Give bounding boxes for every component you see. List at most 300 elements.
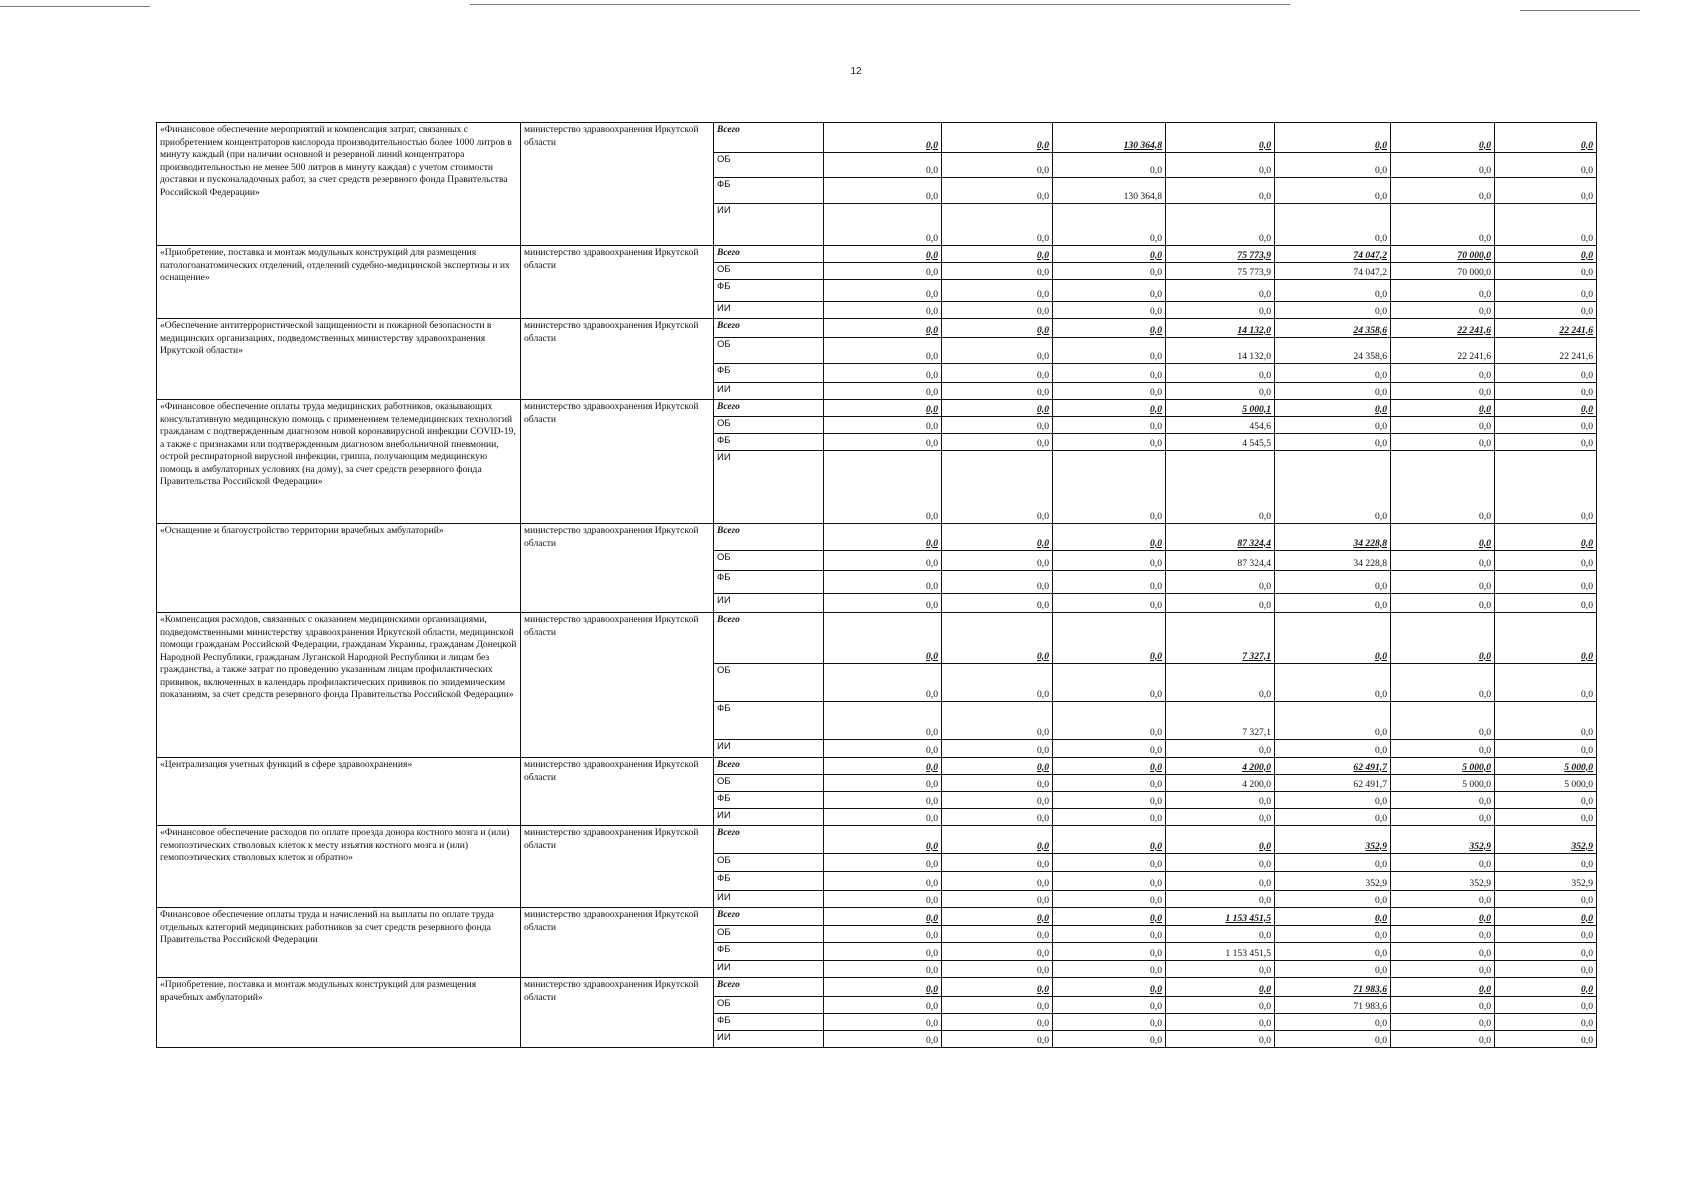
amount-cell: 0,0 [1053,302,1166,319]
amount-cell: 0,0 [1166,594,1275,613]
amount-cell: 0,0 [1053,364,1166,383]
amount-cell: 0,0 [1275,1014,1391,1031]
amount-cell: 0,0 [1275,613,1391,664]
amount-cell: 0,0 [1495,1014,1597,1031]
amount-cell: 130 364,8 [1053,123,1166,153]
amount-cell: 0,0 [1391,740,1495,758]
amount-cell: 0,0 [1166,383,1275,400]
amount-cell: 352,9 [1495,872,1597,891]
measure-description: «Финансовое обеспечение оплаты труда медицинских работников, оказывающих консультативную медицинскую помощь с применением телемедицинских технологий гражданам с подтвержденным диагнозом новой коронавирусной инфекции COVID-19, а также с признаками или подтвержденным диагнозом внебольничной пневмонии, острой респираторной вирусной инфекции, гриппа, получающим медицинскую помощь в амбулаторных условиях (на дому), за счет средств резервного фонда Правительства Российской Федерации» [157,400,521,524]
amount-cell: 0,0 [824,204,942,246]
amount-cell: 0,0 [1391,302,1495,319]
amount-cell: 0,0 [942,451,1053,524]
amount-cell: 0,0 [1495,978,1597,997]
amount-cell: 0,0 [1391,451,1495,524]
amount-cell: 0,0 [824,400,942,417]
amount-cell: 0,0 [1495,551,1597,571]
amount-cell: 0,0 [1391,997,1495,1014]
amount-cell: 0,0 [1166,123,1275,153]
amount-cell: 0,0 [942,926,1053,943]
funding-source-label: ОБ [714,664,824,702]
amount-cell: 0,0 [1275,908,1391,926]
amount-cell: 0,0 [1275,571,1391,594]
amount-cell: 34 228,8 [1275,524,1391,551]
amount-cell: 0,0 [1166,302,1275,319]
amount-cell: 0,0 [1053,758,1166,775]
amount-cell: 0,0 [1391,1031,1495,1048]
amount-cell: 75 773,9 [1166,246,1275,263]
amount-cell: 62 491,7 [1275,758,1391,775]
responsible-executor: министерство здравоохранения Иркутской области [521,400,714,524]
funding-source-label: Всего [714,908,824,926]
amount-cell: 24 358,6 [1275,338,1391,364]
amount-cell: 0,0 [1495,997,1597,1014]
amount-cell: 0,0 [1495,740,1597,758]
funding-source-label: ФБ [714,943,824,961]
amount-cell: 0,0 [824,1014,942,1031]
amount-cell: 70 000,0 [1391,246,1495,263]
amount-cell: 0,0 [1495,926,1597,943]
amount-cell: 0,0 [824,263,942,280]
funding-source-label: ИИ [714,594,824,613]
amount-cell: 0,0 [942,854,1053,872]
amount-cell: 0,0 [1495,664,1597,702]
amount-cell: 0,0 [1275,943,1391,961]
funding-source-label: ОБ [714,417,824,434]
amount-cell: 87 324,4 [1166,551,1275,571]
funding-source-label: ИИ [714,961,824,978]
amount-cell: 0,0 [942,400,1053,417]
amount-cell: 0,0 [1391,280,1495,302]
amount-cell: 0,0 [824,758,942,775]
amount-cell: 0,0 [942,123,1053,153]
amount-cell: 0,0 [1053,664,1166,702]
amount-cell: 0,0 [1275,961,1391,978]
funding-source-label: Всего [714,524,824,551]
amount-cell: 0,0 [824,792,942,809]
amount-cell: 0,0 [1275,1031,1391,1048]
measure-description: Финансовое обеспечение оплаты труда и начислений на выплаты по оплате труда отдельных категорий медицинских работников за счет средств резервного фонда Правительства Российской Федерации [157,908,521,978]
table-row [157,400,1597,417]
amount-cell: 0,0 [1053,338,1166,364]
amount-cell: 0,0 [1275,891,1391,908]
amount-cell: 0,0 [1495,524,1597,551]
amount-cell: 5 000,1 [1166,400,1275,417]
funding-source-label: ОБ [714,997,824,1014]
funding-source-label: ФБ [714,280,824,302]
amount-cell: 0,0 [824,434,942,451]
amount-cell: 0,0 [824,978,942,997]
page-number: 12 [850,66,862,77]
amount-cell: 0,0 [1495,364,1597,383]
amount-cell: 4 200,0 [1166,775,1275,792]
amount-cell: 0,0 [1391,926,1495,943]
measure-description: «Компенсация расходов, связанных с оказанием медицинскими организациями, подведомственными министерству здравоохранения Иркутской области, медицинской помощи гражданам Российской Федерации, гражданам Украины, гражданам Донецкой Народной Республики, гражданам Луганской Народной Республики и лицам без гражданства, а также затрат по проведению указанным лицам профилактических прививок, включенных в календарь профилактических прививок по эпидемическим показаниям, за счет средств резервного фонда Правительства Российской Федерации» [157,613,521,758]
funding-source-label: ИИ [714,740,824,758]
amount-cell: 0,0 [1275,434,1391,451]
amount-cell: 0,0 [824,571,942,594]
funding-source-label: ФБ [714,792,824,809]
amount-cell: 0,0 [1053,702,1166,740]
amount-cell: 0,0 [824,854,942,872]
amount-cell: 0,0 [942,204,1053,246]
amount-cell: 0,0 [824,826,942,854]
amount-cell: 0,0 [1275,664,1391,702]
amount-cell: 0,0 [1391,434,1495,451]
amount-cell: 0,0 [942,383,1053,400]
amount-cell: 0,0 [1391,961,1495,978]
amount-cell: 0,0 [1391,594,1495,613]
amount-cell: 0,0 [942,702,1053,740]
amount-cell: 5 000,0 [1495,775,1597,792]
funding-source-label: Всего [714,613,824,664]
amount-cell: 0,0 [1275,854,1391,872]
amount-cell: 0,0 [942,571,1053,594]
amount-cell: 7 327,1 [1166,702,1275,740]
amount-cell: 0,0 [1166,872,1275,891]
measure-description: «Приобретение, поставка и монтаж модульных конструкций для размещения врачебных амбулаторий» [157,978,521,1048]
amount-cell: 130 364,8 [1053,178,1166,204]
amount-cell: 0,0 [1053,872,1166,891]
amount-cell: 0,0 [1053,319,1166,338]
amount-cell: 0,0 [1053,926,1166,943]
amount-cell: 0,0 [1275,417,1391,434]
amount-cell: 0,0 [1166,571,1275,594]
amount-cell: 34 228,8 [1275,551,1391,571]
amount-cell: 22 241,6 [1391,338,1495,364]
amount-cell: 0,0 [1166,978,1275,997]
responsible-executor: министерство здравоохранения Иркутской области [521,246,714,319]
amount-cell: 0,0 [1495,400,1597,417]
amount-cell: 0,0 [824,702,942,740]
responsible-executor: министерство здравоохранения Иркутской области [521,978,714,1048]
amount-cell: 0,0 [1391,178,1495,204]
amount-cell: 0,0 [1391,702,1495,740]
amount-cell: 87 324,4 [1166,524,1275,551]
amount-cell: 352,9 [1275,826,1391,854]
amount-cell: 0,0 [1053,854,1166,872]
amount-cell: 0,0 [942,943,1053,961]
amount-cell: 0,0 [1275,123,1391,153]
amount-cell: 0,0 [1053,417,1166,434]
amount-cell: 0,0 [1391,664,1495,702]
amount-cell: 0,0 [1166,926,1275,943]
amount-cell: 0,0 [824,594,942,613]
funding-source-label: Всего [714,246,824,263]
amount-cell: 0,0 [1166,280,1275,302]
table-row [157,826,1597,854]
funding-source-label: ФБ [714,1014,824,1031]
amount-cell: 0,0 [1166,809,1275,826]
amount-cell: 0,0 [1275,400,1391,417]
amount-cell: 0,0 [1495,571,1597,594]
amount-cell: 0,0 [824,280,942,302]
amount-cell: 0,0 [1053,943,1166,961]
funding-source-label: ФБ [714,571,824,594]
amount-cell: 0,0 [942,792,1053,809]
amount-cell: 0,0 [824,319,942,338]
budget-table [156,122,1597,1048]
amount-cell: 0,0 [1495,280,1597,302]
amount-cell: 0,0 [1275,204,1391,246]
amount-cell: 0,0 [1275,153,1391,178]
funding-source-label: Всего [714,400,824,417]
amount-cell: 0,0 [1053,551,1166,571]
scan-line [1520,10,1640,11]
amount-cell: 0,0 [942,178,1053,204]
responsible-executor: министерство здравоохранения Иркутской области [521,826,714,908]
amount-cell: 0,0 [942,263,1053,280]
amount-cell: 0,0 [1053,383,1166,400]
responsible-executor: министерство здравоохранения Иркутской области [521,524,714,613]
amount-cell: 0,0 [1053,792,1166,809]
amount-cell: 0,0 [942,908,1053,926]
amount-cell: 352,9 [1391,826,1495,854]
amount-cell: 0,0 [942,594,1053,613]
amount-cell: 0,0 [1495,1031,1597,1048]
amount-cell: 0,0 [1166,1014,1275,1031]
funding-source-label: ОБ [714,263,824,280]
amount-cell: 0,0 [1391,1014,1495,1031]
amount-cell: 0,0 [1053,826,1166,854]
amount-cell: 1 153 451,5 [1166,908,1275,926]
amount-cell: 0,0 [942,319,1053,338]
amount-cell: 0,0 [1053,594,1166,613]
responsible-executor: министерство здравоохранения Иркутской области [521,123,714,246]
amount-cell: 0,0 [824,451,942,524]
amount-cell: 0,0 [942,338,1053,364]
amount-cell: 0,0 [1391,809,1495,826]
amount-cell: 0,0 [1275,809,1391,826]
funding-source-label: ИИ [714,1031,824,1048]
amount-cell: 0,0 [1275,364,1391,383]
table-row [157,319,1597,338]
measure-description: «Обеспечение антитеррористической защищенности и пожарной безопасности в медицинских организациях, подведомственных министерству здравоохранения Иркутской области» [157,319,521,400]
amount-cell: 0,0 [1053,451,1166,524]
amount-cell: 0,0 [1495,854,1597,872]
amount-cell: 0,0 [1495,613,1597,664]
table-row [157,246,1597,263]
amount-cell: 0,0 [942,891,1053,908]
amount-cell: 0,0 [1053,280,1166,302]
funding-source-label: ФБ [714,702,824,740]
amount-cell: 352,9 [1391,872,1495,891]
measure-description: «Централизация учетных функций в сфере здравоохранения» [157,758,521,826]
amount-cell: 352,9 [1275,872,1391,891]
amount-cell: 0,0 [1495,961,1597,978]
amount-cell: 0,0 [1495,417,1597,434]
table-row [157,524,1597,551]
amount-cell: 0,0 [1391,400,1495,417]
amount-cell: 0,0 [1275,702,1391,740]
amount-cell: 0,0 [824,961,942,978]
amount-cell: 0,0 [1391,153,1495,178]
amount-cell: 0,0 [824,123,942,153]
amount-cell: 0,0 [1391,792,1495,809]
amount-cell: 74 047,2 [1275,263,1391,280]
funding-source-label: Всего [714,826,824,854]
amount-cell: 0,0 [1391,364,1495,383]
amount-cell: 0,0 [942,613,1053,664]
amount-cell: 0,0 [1166,664,1275,702]
amount-cell: 0,0 [1053,809,1166,826]
amount-cell: 0,0 [1053,961,1166,978]
amount-cell: 0,0 [1495,434,1597,451]
amount-cell: 0,0 [824,417,942,434]
funding-source-label: ИИ [714,891,824,908]
amount-cell: 14 132,0 [1166,338,1275,364]
amount-cell: 0,0 [824,872,942,891]
amount-cell: 352,9 [1495,826,1597,854]
table-row [157,613,1597,664]
funding-source-label: ОБ [714,338,824,364]
funding-source-label: ИИ [714,204,824,246]
funding-source-label: ФБ [714,178,824,204]
amount-cell: 0,0 [1495,792,1597,809]
amount-cell: 0,0 [1166,961,1275,978]
amount-cell: 0,0 [1166,178,1275,204]
amount-cell: 0,0 [1495,702,1597,740]
responsible-executor: министерство здравоохранения Иркутской области [521,758,714,826]
amount-cell: 0,0 [1391,123,1495,153]
amount-cell: 4 545,5 [1166,434,1275,451]
scan-line [470,4,1290,5]
amount-cell: 0,0 [1275,926,1391,943]
amount-cell: 0,0 [1275,280,1391,302]
amount-cell: 22 241,6 [1495,319,1597,338]
amount-cell: 0,0 [1391,943,1495,961]
funding-source-label: ИИ [714,809,824,826]
amount-cell: 0,0 [1053,571,1166,594]
amount-cell: 0,0 [1053,740,1166,758]
amount-cell: 0,0 [1495,891,1597,908]
amount-cell: 0,0 [942,809,1053,826]
amount-cell: 0,0 [1495,302,1597,319]
amount-cell: 0,0 [1053,908,1166,926]
amount-cell: 0,0 [1495,943,1597,961]
amount-cell: 0,0 [1495,204,1597,246]
amount-cell: 0,0 [1166,364,1275,383]
amount-cell: 0,0 [824,943,942,961]
amount-cell: 0,0 [942,758,1053,775]
amount-cell: 0,0 [942,246,1053,263]
amount-cell: 0,0 [824,908,942,926]
amount-cell: 0,0 [1495,263,1597,280]
amount-cell: 71 983,6 [1275,997,1391,1014]
amount-cell: 0,0 [1053,613,1166,664]
amount-cell: 0,0 [824,383,942,400]
amount-cell: 0,0 [942,740,1053,758]
amount-cell: 0,0 [824,551,942,571]
amount-cell: 14 132,0 [1166,319,1275,338]
amount-cell: 0,0 [942,664,1053,702]
amount-cell: 0,0 [1166,997,1275,1014]
table-row [157,123,1597,153]
amount-cell: 0,0 [824,809,942,826]
funding-source-label: ИИ [714,383,824,400]
amount-cell: 0,0 [1166,451,1275,524]
amount-cell: 0,0 [942,417,1053,434]
amount-cell: 0,0 [1053,524,1166,551]
amount-cell: 0,0 [942,775,1053,792]
amount-cell: 0,0 [1053,775,1166,792]
amount-cell: 0,0 [1053,978,1166,997]
amount-cell: 0,0 [942,961,1053,978]
amount-cell: 0,0 [1391,571,1495,594]
amount-cell: 0,0 [1053,153,1166,178]
amount-cell: 0,0 [942,280,1053,302]
amount-cell: 1 153 451,5 [1166,943,1275,961]
funding-source-label: ФБ [714,364,824,383]
amount-cell: 0,0 [1391,417,1495,434]
funding-source-label: Всего [714,319,824,338]
amount-cell: 0,0 [1391,978,1495,997]
amount-cell: 0,0 [824,1031,942,1048]
funding-source-label: ИИ [714,451,824,524]
funding-source-label: ОБ [714,854,824,872]
measure-description: «Оснащение и благоустройство территории врачебных амбулаторий» [157,524,521,613]
amount-cell: 0,0 [824,997,942,1014]
funding-source-label: ФБ [714,434,824,451]
amount-cell: 0,0 [1166,792,1275,809]
amount-cell: 0,0 [1495,809,1597,826]
amount-cell: 5 000,0 [1391,775,1495,792]
amount-cell: 0,0 [1495,383,1597,400]
amount-cell: 0,0 [824,178,942,204]
amount-cell: 0,0 [1391,891,1495,908]
amount-cell: 0,0 [942,978,1053,997]
funding-source-label: ОБ [714,153,824,178]
table-row [157,758,1597,775]
amount-cell: 0,0 [1495,246,1597,263]
amount-cell: 0,0 [824,613,942,664]
responsible-executor: министерство здравоохранения Иркутской области [521,613,714,758]
amount-cell: 0,0 [824,524,942,551]
amount-cell: 24 358,6 [1275,319,1391,338]
amount-cell: 0,0 [824,364,942,383]
amount-cell: 0,0 [1275,792,1391,809]
responsible-executor: министерство здравоохранения Иркутской области [521,319,714,400]
amount-cell: 0,0 [1495,594,1597,613]
funding-source-label: Всего [714,758,824,775]
table-row [157,978,1597,997]
amount-cell: 71 983,6 [1275,978,1391,997]
amount-cell: 0,0 [942,997,1053,1014]
amount-cell: 5 000,0 [1495,758,1597,775]
amount-cell: 0,0 [942,551,1053,571]
amount-cell: 4 200,0 [1166,758,1275,775]
amount-cell: 0,0 [1166,153,1275,178]
amount-cell: 0,0 [1495,123,1597,153]
amount-cell: 0,0 [1275,740,1391,758]
amount-cell: 0,0 [1275,451,1391,524]
amount-cell: 0,0 [824,246,942,263]
amount-cell: 0,0 [824,153,942,178]
amount-cell: 0,0 [1391,383,1495,400]
amount-cell: 22 241,6 [1495,338,1597,364]
amount-cell: 0,0 [1391,204,1495,246]
amount-cell: 0,0 [1053,1014,1166,1031]
amount-cell: 0,0 [1053,434,1166,451]
amount-cell: 74 047,2 [1275,246,1391,263]
amount-cell: 0,0 [1053,204,1166,246]
amount-cell: 0,0 [1053,400,1166,417]
amount-cell: 0,0 [824,338,942,364]
amount-cell: 7 327,1 [1166,613,1275,664]
amount-cell: 0,0 [1275,302,1391,319]
amount-cell: 0,0 [824,775,942,792]
amount-cell: 0,0 [1166,740,1275,758]
